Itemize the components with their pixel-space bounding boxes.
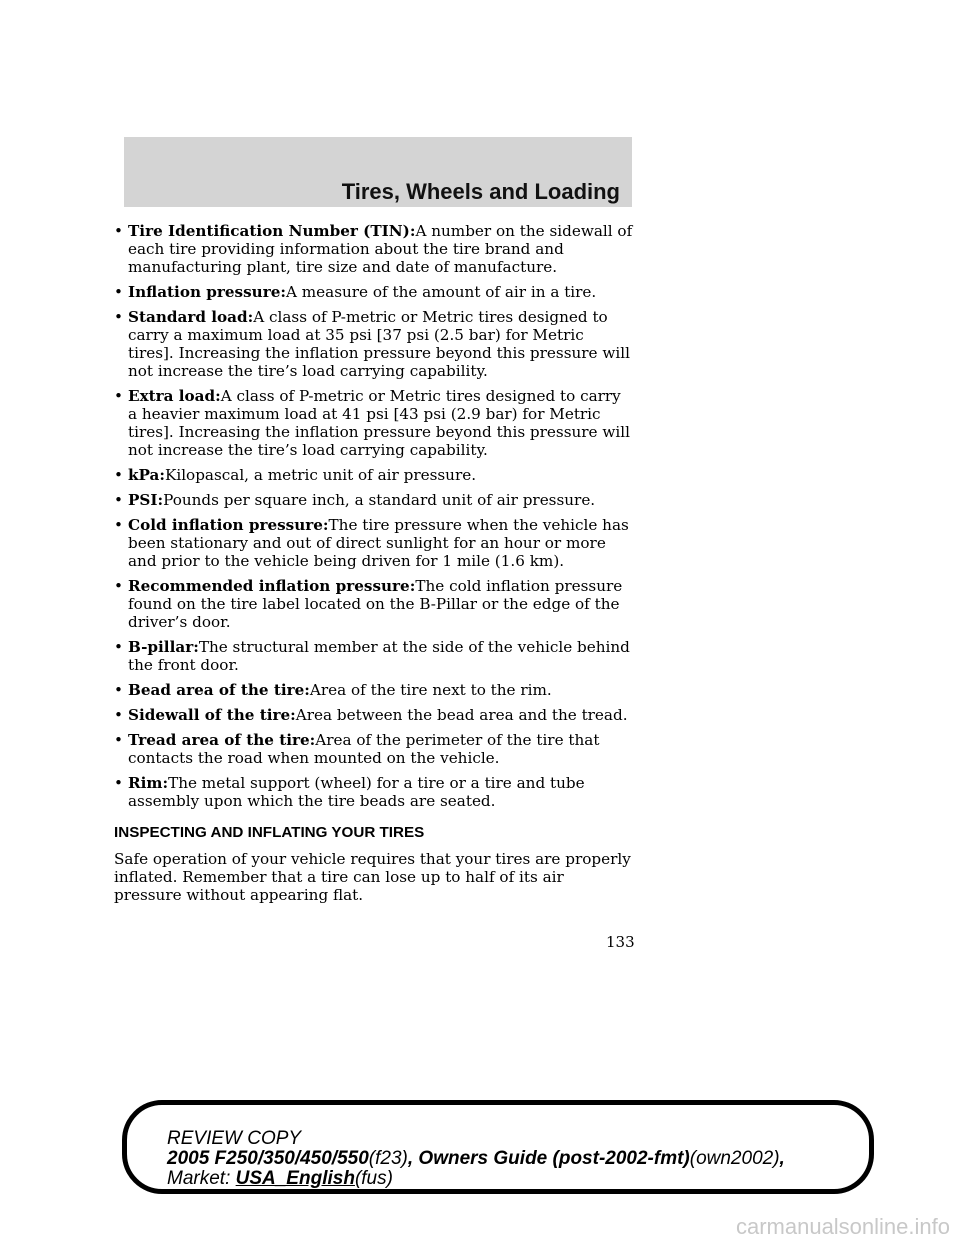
market-label: Market:: [167, 1168, 236, 1189]
definition-text: A measure of the amount of air in a tire.: [285, 283, 597, 301]
definition-term: Tire Identification Number (TIN):: [128, 222, 416, 240]
definition-item: [114, 491, 634, 509]
page-content: [114, 222, 634, 904]
definition-term: Standard load:: [128, 308, 254, 326]
bullet-dot: •: [114, 681, 123, 699]
review-copy-text: [167, 1129, 785, 1189]
section-body: Safe operation of your vehicle requires that your tires are properly inflated. Remember that a tire can lose up to half of its air pressure without appearing flat.: [114, 850, 631, 904]
definition-term: Rim:: [128, 774, 169, 792]
definition-item: [114, 387, 634, 459]
bullet-dot: •: [114, 308, 123, 326]
definition-text: Area of the tire next to the rim.: [309, 681, 552, 699]
bullet-dot: •: [114, 466, 123, 484]
bullet-dot: •: [114, 222, 123, 240]
definition-text: A class of P-metric or Metric tires designed to carry a maximum load at 35 psi [37 psi (2.5 bar) for Metric tires]. Increasing the inflation pressure beyond this pressure will not increase the tire’s load carrying capability.: [128, 308, 630, 380]
bullet-dot: •: [114, 491, 123, 509]
definition-term: B-pillar:: [128, 638, 199, 656]
review-copy-box: [122, 1100, 874, 1194]
review-copy-model-line: [167, 1149, 785, 1169]
bullet-dot: •: [114, 774, 123, 792]
definition-term: Bead area of the tire:: [128, 681, 310, 699]
section-title: Tires, Wheels and Loading: [341, 179, 620, 204]
market-name: USA_English: [235, 1168, 355, 1189]
definition-term: PSI:: [128, 491, 164, 509]
definition-text: Area of the perimeter of the tire that contacts the road when mounted on the vehicle.: [128, 731, 600, 767]
definition-item: [114, 222, 634, 276]
definition-term: Inflation pressure:: [128, 283, 286, 301]
definition-term: Extra load:: [128, 387, 221, 405]
guide-comma: ,: [779, 1148, 785, 1169]
bullet-dot: •: [114, 516, 123, 534]
definition-item: [114, 466, 634, 484]
definition-item: [114, 577, 634, 631]
definition-text: Pounds per square inch, a standard unit of air pressure.: [163, 491, 596, 509]
definitions-list: [114, 222, 634, 810]
review-copy-market-line: [167, 1169, 785, 1189]
definition-text: Kilopascal, a metric unit of air pressure.: [164, 466, 477, 484]
model-name: 2005 F250/350/450/550: [167, 1148, 369, 1169]
definition-item: [114, 283, 634, 301]
bullet-dot: •: [114, 638, 123, 656]
definition-text: The cold inflation pressure found on the tire label located on the B-Pillar or the edge of the driver’s door.: [128, 577, 623, 631]
guide-code: (own2002): [689, 1148, 780, 1169]
definition-item: [114, 638, 634, 674]
watermark: carmanualsonline.info: [735, 1214, 950, 1239]
bullet-dot: •: [114, 577, 123, 595]
definition-item: [114, 731, 634, 767]
definition-text: Area between the bead area and the tread.: [295, 706, 628, 724]
definition-item: [114, 706, 634, 724]
definition-term: kPa:: [128, 466, 165, 484]
guide-name: , Owners Guide (post-2002-fmt): [407, 1148, 690, 1169]
definition-item: [114, 308, 634, 380]
market-code: (fus): [354, 1168, 393, 1189]
bullet-dot: •: [114, 731, 123, 749]
section-heading: INSPECTING AND INFLATING YOUR TIRES: [114, 824, 425, 841]
review-copy-label: REVIEW COPY: [167, 1128, 302, 1149]
definition-term: Recommended inflation pressure:: [128, 577, 416, 595]
definition-item: [114, 681, 634, 699]
bullet-dot: •: [114, 283, 123, 301]
bullet-dot: •: [114, 706, 123, 724]
page-number: 133: [606, 933, 635, 951]
definition-text: The structural member at the side of the vehicle behind the front door.: [128, 638, 630, 674]
definition-text: The tire pressure when the vehicle has been stationary and out of direct sunlight for an hour or more and prior to the vehicle being driven for 1 mile (1.6 km).: [128, 516, 629, 570]
definition-term: Sidewall of the tire:: [128, 706, 296, 724]
definition-item: [114, 774, 634, 810]
bullet-dot: •: [114, 387, 123, 405]
definition-text: The metal support (wheel) for a tire or a tire and tube assembly upon which the tire beads are seated.: [128, 774, 585, 810]
definition-text: A number on the sidewall of each tire providing information about the tire brand and manufacturing plant, tire size and date of manufacture.: [128, 222, 633, 276]
section-header-band: [124, 137, 632, 207]
definition-item: [114, 516, 634, 570]
definition-term: Cold inflation pressure:: [128, 516, 329, 534]
definition-term: Tread area of the tire:: [128, 731, 316, 749]
model-code: (f23): [368, 1148, 408, 1169]
definition-text: A class of P-metric or Metric tires designed to carry a heavier maximum load at 41 psi [43 psi (2.9 bar) for Metric tires]. Increasing the inflation pressure beyond this pressure will not increase the tire’s load carrying capability.: [128, 387, 630, 459]
